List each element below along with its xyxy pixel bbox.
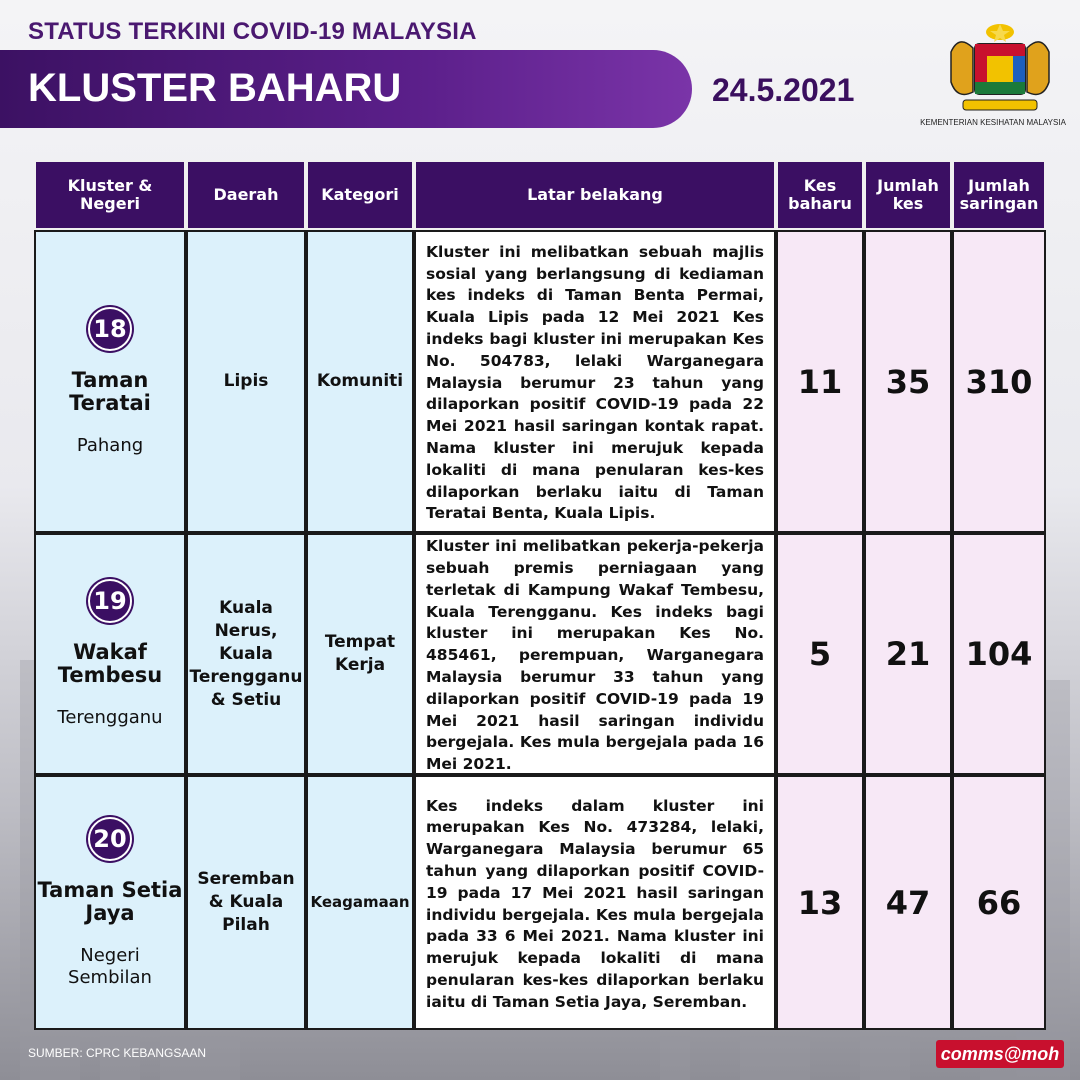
banner-title: KLUSTER BAHARU (28, 66, 402, 110)
top-title: STATUS TERKINI COVID-19 MALAYSIA (28, 18, 477, 45)
new-cases-cell (776, 230, 864, 533)
new-cases-value: 13 (797, 883, 843, 922)
district-cell (186, 230, 306, 533)
table-row-cluster-cell (34, 533, 186, 775)
total-cases-value: 47 (885, 883, 931, 922)
cluster-number-badge: 18 (88, 307, 132, 351)
new-cases-cell (776, 533, 864, 775)
new-cases-value: 11 (797, 362, 843, 401)
category-cell (306, 775, 414, 1030)
header-background: Latar belakang (414, 160, 776, 230)
table-row-cluster-cell (34, 230, 186, 533)
district-cell (186, 533, 306, 775)
total-screened-cell (952, 775, 1046, 1030)
background-cell (414, 775, 776, 1030)
new-cases-value: 5 (808, 635, 832, 673)
header-total-screened: Jumlah saringan (952, 160, 1046, 230)
category-cell (306, 533, 414, 775)
background-cell (414, 533, 776, 775)
category-text: Keagamaan (310, 893, 410, 911)
category-text: Tempat Kerja (324, 632, 396, 675)
district-text: Kuala Nerus, Kuala Terengganu & Setiu (189, 597, 303, 710)
cluster-number-badge: 20 (88, 817, 132, 861)
total-screened-value: 310 (965, 362, 1033, 401)
header-district: Daerah (186, 160, 306, 230)
cluster-name: Wakaf Tembesu (57, 640, 163, 687)
background-text: Kluster ini melibatkan pekerja-pekerja sebuah premis perniagaan yang terletak di Kampung Wakaf Tembesu, Kuala Terengganu. Kes indeks bagi kluster ini merupakan Kes No. 485461, perempuan, Warganegara Malaysia berumur 33 tahun yang dilaporkan positif COVID-19 pada 19 Mei 2021 hasil saringan individu bergejala. Kes mula bergejala pada 16 Mei 2021. (426, 537, 764, 774)
ministry-label: KEMENTERIAN KESIHATAN MALAYSIA (920, 118, 1066, 127)
header-category: Kategori (306, 160, 414, 230)
category-text: Komuniti (316, 371, 404, 391)
new-cases-cell (776, 775, 864, 1030)
total-cases-cell (864, 533, 952, 775)
district-text: Lipis (223, 371, 269, 391)
total-screened-cell (952, 533, 1046, 775)
header-cluster: Kluster & Negeri (34, 160, 186, 230)
cluster-number-badge: 19 (88, 579, 132, 623)
total-screened-value: 66 (976, 883, 1022, 922)
total-cases-cell (864, 230, 952, 533)
total-cases-cell (864, 775, 952, 1030)
background-text: Kluster ini melibatkan sebuah majlis sosial yang berlangsung di kediaman kes indeks di Taman Benta Permai, Kuala Lipis pada 12 Mei 2021 Kes indeks bagi kluster ini merupakan Kes No. 504783, lelaki Warganegara Malaysia berumur 23 tahun yang dilaporkan positif COVID-19 pada 22 Mei 2021 hasil saringan kontak rapat. Nama kluster ini merujuk kepada lokaliti di mana penularan kes-kes dilaporkan berlaku iaitu di Taman Teratai Benta, Kuala Lipis. (426, 242, 764, 523)
header-total-cases: Jumlah kes (864, 160, 952, 230)
background-cell (414, 230, 776, 533)
district-cell (186, 775, 306, 1030)
source-label: SUMBER: CPRC KEBANGSAAN (28, 1046, 207, 1060)
cluster-table (34, 160, 1046, 1030)
cluster-state: Terengganu (57, 707, 163, 728)
category-cell (306, 230, 414, 533)
total-cases-value: 21 (885, 635, 931, 673)
cluster-name: Taman Setia Jaya (37, 877, 183, 925)
table-row-cluster-cell (34, 775, 186, 1030)
report-date: 24.5.2021 (712, 72, 855, 108)
title-banner (0, 50, 692, 128)
district-text: Seremban & Kuala Pilah (197, 869, 295, 935)
total-cases-value: 35 (885, 362, 931, 401)
background-text: Kes indeks dalam kluster ini merupakan Kes No. 473284, lelaki, Warganegara Malaysia berumur 65 tahun yang dilaporkan positif COVID-19 pada 17 Mei 2021 hasil saringan individu bergejala. Kes mula bergejala pada 33 6 Mei 2021. Nama kluster ini merujuk kepada lokaliti di mana penularan kes-kes dilaporkan berlaku iaitu di Taman Setia Jaya, Seremban. (426, 796, 764, 1011)
cluster-name: Taman Teratai (69, 367, 151, 415)
brand-logo: comms@moh (936, 1040, 1064, 1068)
total-screened-value: 104 (965, 635, 1033, 673)
cluster-state: Negeri Sembilan (68, 944, 152, 988)
malaysia-coat-of-arms-icon (945, 22, 1055, 118)
cluster-state: Pahang (76, 434, 144, 456)
total-screened-cell (952, 230, 1046, 533)
header-new-cases: Kes baharu (776, 160, 864, 230)
